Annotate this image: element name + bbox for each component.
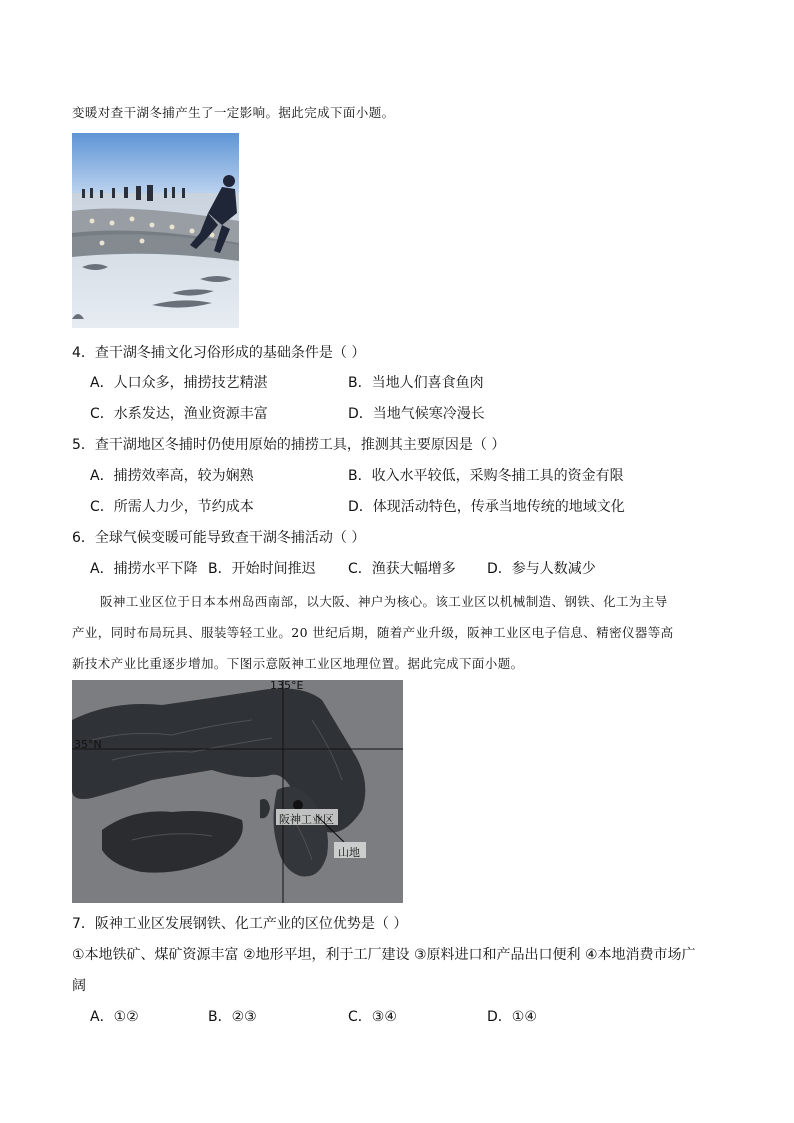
question-7-option-c[interactable]: C．③④ [348, 1009, 397, 1025]
question-5-option-c[interactable]: C．所需人力少，节约成本 [90, 499, 254, 515]
map-mountain-label: 山地 [338, 846, 360, 859]
intro-text-2-line-1: 阪神工业区位于日本本州岛西南部，以大阪、神户为核心。该工业区以机械制造、钢铁、化工为主导 [100, 594, 668, 609]
question-4-option-c[interactable]: C．水系发达，渔业资源丰富 [90, 406, 268, 422]
question-5-option-b[interactable]: B．收入水平较低，采购冬捕工具的资金有限 [348, 468, 624, 484]
question-5-stem: 5．查干湖地区冬捕时仍使用原始的捕捞工具，推测其主要原因是（ ） [72, 437, 506, 453]
question-7-option-b[interactable]: B．②③ [208, 1009, 257, 1025]
intro-text-2-line-3: 新技术产业比重逐步增加。下图示意阪神工业区地理位置。据此完成下面小题。 [72, 656, 524, 671]
question-6-option-c[interactable]: C．渔获大幅增多 [348, 561, 456, 577]
question-7-stem: 7．阪神工业区发展钢铁、化工产业的区位优势是（ ） [72, 916, 408, 932]
question-4-stem: 4．查干湖冬捕文化习俗形成的基础条件是（ ） [72, 345, 366, 361]
question-7-option-a[interactable]: A．①② [90, 1009, 139, 1025]
question-7-statements-line-1: ①本地铁矿、煤矿资源丰富 ②地形平坦，利于工厂建设 ③原料进口和产品出口便利 ④本地消费市场广 [72, 947, 696, 963]
ice-fishing-photo [72, 133, 239, 328]
question-4-option-b[interactable]: B．当地人们喜食鱼肉 [348, 375, 484, 391]
hanshin-map [72, 680, 403, 903]
question-6-option-d[interactable]: D．参与人数减少 [487, 561, 596, 577]
map-region-label: 阪神工业区 [279, 813, 334, 826]
question-5-option-d[interactable]: D．体现活动特色，传承当地传统的地域文化 [348, 499, 625, 515]
intro-text-1: 变暖对查干湖冬捕产生了一定影响。据此完成下面小题。 [72, 105, 395, 120]
question-5-option-a[interactable]: A．捕捞效率高，较为娴熟 [90, 468, 254, 484]
map-latitude-label: 35°N [74, 738, 102, 751]
question-7-statements-line-2: 阔 [72, 978, 86, 994]
intro-text-2-line-2: 产业，同时布局玩具、服装等轻工业。20 世纪后期，随着产业升级，阪神工业区电子信息、精密仪器等高 [72, 625, 674, 640]
map-longitude-label: 135°E [270, 680, 304, 692]
question-7-option-d[interactable]: D．①④ [487, 1009, 537, 1025]
question-4-option-d[interactable]: D．当地气候寒冷漫长 [348, 406, 485, 422]
question-6-stem: 6．全球气候变暖可能导致查干湖冬捕活动（ ） [72, 530, 366, 546]
question-4-option-a[interactable]: A．人口众多，捕捞技艺精湛 [90, 375, 268, 391]
question-6-option-a[interactable]: A．捕捞水平下降 [90, 561, 198, 577]
question-6-option-b[interactable]: B．开始时间推迟 [208, 561, 316, 577]
